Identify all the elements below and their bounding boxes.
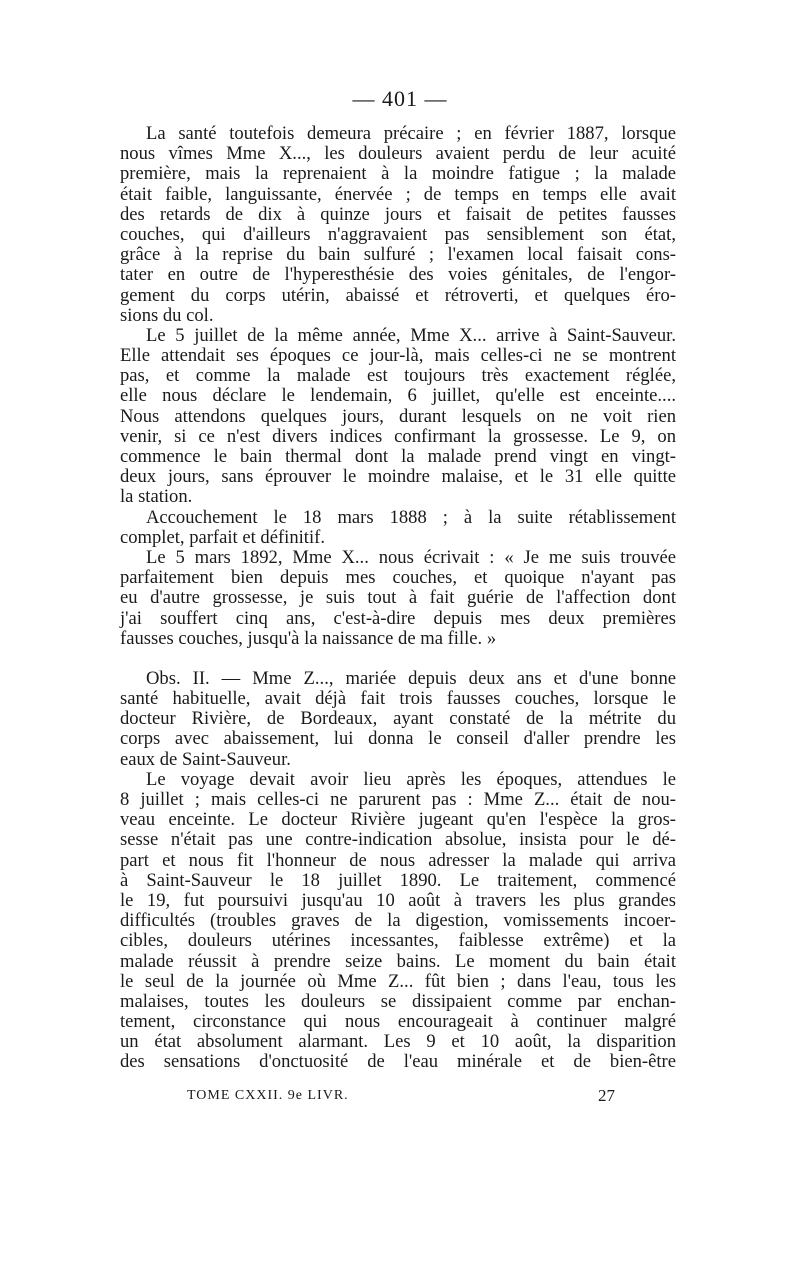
text-line: 8 juillet ; mais celles-ci ne parurent pas : Mme Z... était de nou-: [120, 789, 676, 810]
text-line: Nous attendons quelques jours, durant lesquels on ne voit rien: [120, 405, 676, 427]
text-line: fausses couches, jusqu'à la naissance de ma fille. »: [120, 627, 497, 649]
text-line: malaises, toutes les douleurs se dissipaient comme par enchan-: [120, 990, 676, 1012]
text-line: le 19, fut poursuivi jusqu'au 10 août à travers les plus grandes: [120, 889, 676, 911]
text-line: Accouchement le 18 mars 1888 ; à la suite rétablissement: [146, 506, 676, 528]
text-line: sions du col.: [120, 304, 214, 326]
text-line: eu d'autre grossesse, je suis tout à fait guérie de l'affection dont: [120, 587, 676, 609]
text-line: complet, parfait et définitif.: [120, 526, 325, 548]
text-line: à Saint-Sauveur le 18 juillet 1890. Le traitement, commencé: [120, 869, 676, 891]
text-line: des sensations d'onctuosité de l'eau minérale et de bien-être: [120, 1051, 676, 1073]
text-line: grâce à la reprise du bain sulfuré ; l'examen local faisait cons-: [120, 244, 676, 266]
sheet-number: 27: [598, 1086, 615, 1105]
text-line: sesse n'était pas une contre-indication absolue, insista pour le dé-: [120, 829, 676, 851]
paragraph-6: [120, 770, 676, 1073]
text-line: Le 5 mars 1892, Mme X... nous écrivait : « Je me suis trouvée: [146, 546, 676, 568]
text-line: deux jours, sans éprouver le moindre malaise, et le 31 elle quitte: [120, 466, 676, 488]
page-number: — 401 —: [352, 86, 448, 111]
signature-mark: TOME CXXII. 9e LIVR.: [187, 1088, 349, 1103]
text-line: la station.: [120, 486, 193, 508]
text-line: commence le bain thermal dont la malade prend vingt en vingt-: [120, 446, 676, 467]
text-line: corps avec abaissement, lui donna le conseil d'aller prendre les: [120, 728, 676, 750]
text-line: malade réussit à prendre seize bains. Le moment du bain était: [120, 950, 676, 972]
text-line: part et nous fit l'honneur de nous adresser la malade qui arriva: [120, 849, 676, 871]
text-line: couches, qui d'ailleurs n'aggravaient pas sensiblement son état,: [120, 223, 676, 245]
paragraph-1: [120, 124, 676, 326]
text-line: Le voyage devait avoir lieu après les époques, attendues le: [146, 768, 676, 790]
text-line: le seul de la journée où Mme Z... fût bien ; dans l'eau, tous les: [120, 970, 676, 992]
text-line: nous vîmes Mme X..., les douleurs avaient perdu de leur acuité: [120, 143, 676, 165]
text-line: Le 5 juillet de la même année, Mme X... arrive à Saint-Sauveur.: [146, 324, 676, 346]
text-line: Elle attendait ses époques ce jour-là, mais celles-ci ne se montrent: [120, 345, 676, 367]
text-line: tater en outre de l'hyperesthésie des voies génitales, de l'engor-: [120, 264, 676, 286]
text-line: elle nous déclare le lendemain, 6 juillet, qu'elle est enceinte....: [120, 385, 676, 407]
text-line: j'ai souffert cinq ans, c'est-à-dire depuis mes deux premières: [120, 607, 676, 629]
paragraph-2: [120, 326, 676, 508]
text-line: des retards de dix à quinze jours et faisait de petites fausses: [120, 203, 676, 225]
body-text: [120, 124, 676, 1073]
paragraph-3: [120, 508, 676, 548]
text-line: un état absolument alarmant. Les 9 et 10 août, la disparition: [120, 1031, 676, 1053]
text-line: eaux de Saint-Sauveur.: [120, 748, 291, 770]
section-gap: [120, 649, 676, 669]
text-line: Obs. II. — Mme Z..., mariée depuis deux ans et d'une bonne: [146, 667, 676, 689]
text-line: tement, circonstance qui nous encourageait à continuer malgré: [120, 1011, 676, 1033]
text-line: première, mais la reprenaient à la moindre fatigue ; la malade: [120, 163, 676, 185]
text-line: parfaitement bien depuis mes couches, et quoique n'ayant pas: [120, 567, 676, 589]
text-line: veau enceinte. Le docteur Rivière jugeant qu'en l'espèce la gros-: [120, 809, 676, 831]
text-line: La santé toutefois demeura précaire ; en février 1887, lorsque: [146, 123, 676, 144]
paragraph-4: [120, 548, 676, 649]
text-line: santé habituelle, avait déjà fait trois fausses couches, lorsque le: [120, 688, 676, 710]
text-line: cibles, douleurs utérines incessantes, faiblesse extrême) et la: [120, 930, 676, 952]
text-line: difficultés (troubles graves de la digestion, vomissements incoer-: [120, 910, 676, 932]
text-line: pas, et comme la malade est toujours très exactement réglée,: [120, 365, 676, 387]
paragraph-5: [120, 669, 676, 770]
text-line: docteur Rivière, de Bordeaux, ayant constaté de la métrite du: [120, 708, 676, 730]
text-line: gement du corps utérin, abaissé et rétroverti, et quelques éro-: [120, 284, 676, 306]
text-line: venir, si ce n'est divers indices confirmant la grossesse. Le 9, on: [120, 425, 676, 447]
text-line: était faible, languissante, énervée ; de temps en temps elle avait: [120, 183, 676, 205]
